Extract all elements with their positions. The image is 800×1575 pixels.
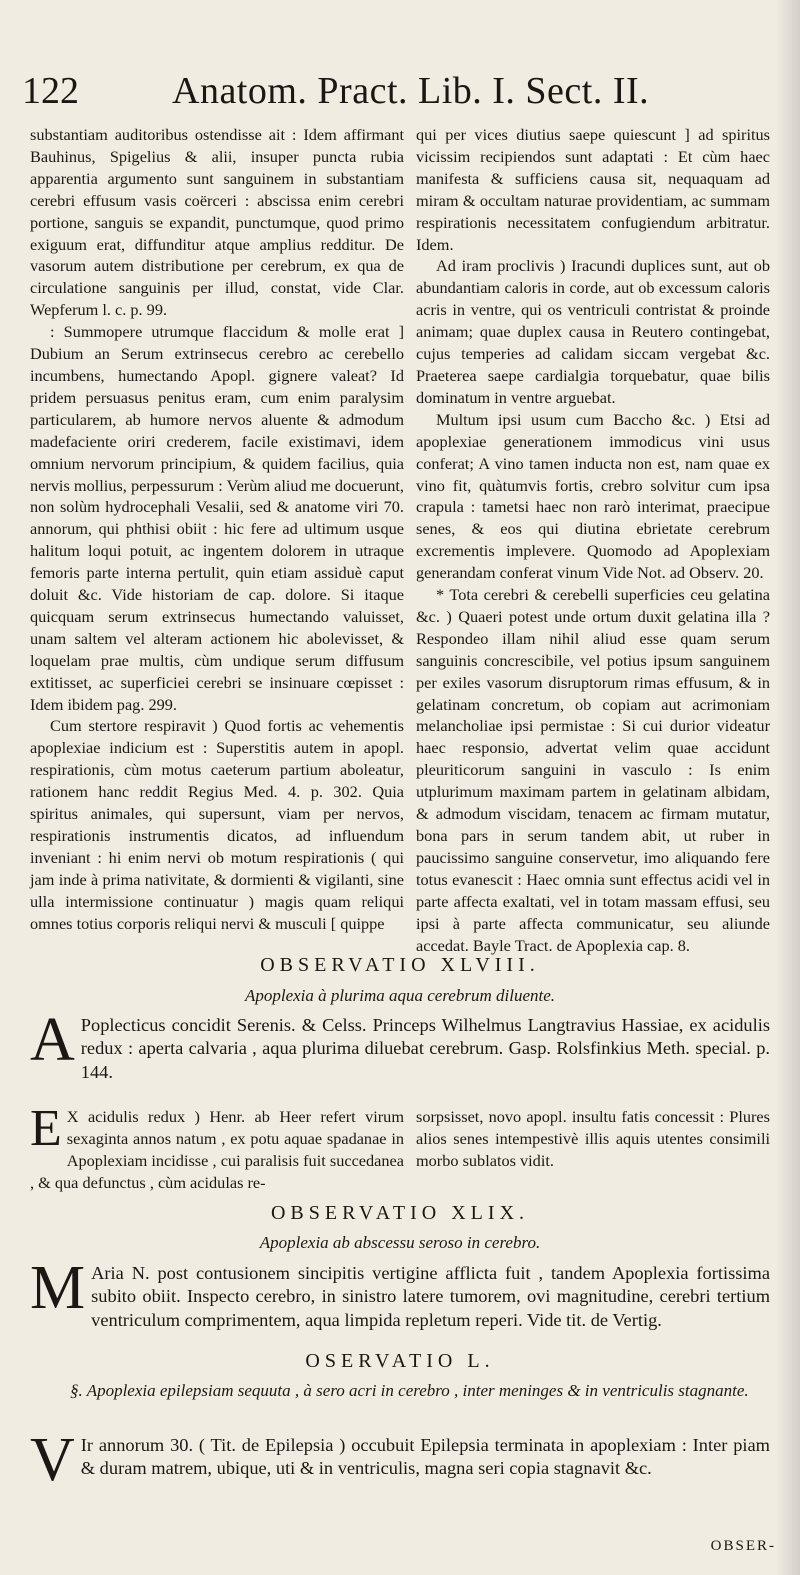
left-column <box>30 124 404 935</box>
right-paragraph-4: * Tota cerebri & cerebelli superficies ceu gelatina &c. ) Quaeri potest unde ortum duxit gelatina illa ? Respondeo illam nihil aliud esse quam serum sanguinis concrescibile, vel potius ipsum sanguinem per exiles vasorum disruptorum rimas effusum, & in gelatinam concretum, ob copiam aut acrimoniam melancholiae ipsi permistae : Si cui durior videatur haec responsio, advertat velim quae accidunt pleuriticorum sanguini in vasculo : Is enim utplurimum maximam partem in gelatinam albidam, & admodum viscidam, tenacem ac firmam mutatur, bona pars in serum tandem abit, ut ruber in paucissimo sanguine conservetur, imo aliquando fere totus evanescit : Haec omnia sunt effectus acidi vel in parte affecta exaltati, vel in totam massam effusi, seu ipsi à parte affecta communicatur, seu aliunde accedat. Bayle Tract. de Apoplexia cap. 8. <box>416 585 770 955</box>
observation-48-body <box>30 1006 770 1084</box>
page-number: 122 <box>22 70 79 112</box>
observation-49-title: OBSERVATIO XLIX. <box>270 1202 530 1224</box>
drop-cap: M <box>30 1254 86 1322</box>
observation-50-subtitle: §. Apoplexia epilepsiam sequuta , à sero acri in cerebro , inter meninges & in ventriculis stagnante. <box>70 1381 749 1400</box>
right-column <box>416 124 770 956</box>
observation-48-title: OBSERVATIO XLVIII. <box>260 954 540 976</box>
observation-48-scholion-left <box>30 1100 404 1194</box>
observation-48-scholion-right <box>416 1106 770 1172</box>
observation-49-text: Aria N. post contusionem sincipitis vertigine afflicta fuit , tandem Apoplexia fortissima subito obiit. Inspecto cerebro, in sinistro latere tumorem, ovi magnitudine, cerebri tertium ventriculum comprimentem, aqua limpida repletum reperi. Vide tit. de Vertig. <box>91 1263 770 1330</box>
observation-50-body <box>30 1426 770 1494</box>
observation-48-subtitle: Apoplexia à plurima aqua cerebrum diluente. <box>244 986 556 1005</box>
left-paragraph-2: : Summopere utrumque flaccidum & molle erat ] Dubium an Serum extrinsecus cerebro ac cerebello incumbens, humectando Apopl. gignere valeat? Id pridem persuasus penitus eram, cum enim paralysim particularem, ab humore nervos aluente & admodum madefaciente oriri crederem, facile existimavi, idem omnium nervorum principium, & quidem facilius, quia nervis mollius, perpessurum : Verùm aliud me docuerunt, non solùm hydrocephali Vesalii, sed & anatome viri 70. annorum, qui phthisi obiit : hic fere ad ultimum usque halitum loqui potuit, ac ingentem dolorem in utraque femoris parte interna pertulit, quin etiam assiduè caput doluit &c. Vide historiam de cap. dolore. Si itaque quicquam serum extrinsecus humectando valuisset, unam saltem vel alteram actionem hic abolevisset, & loquelam prae multis, cùm undique serum diffusum extitisset, ac superficiei cerebri se insinuare cœpisset : Idem ibidem pag. 299. <box>30 322 404 714</box>
observation-48-text: Poplecticus concidit Serenis. & Celss. Princeps Wilhelmus Langtravius Hassiae, ex acidulis redux : aperta calvaria , aqua plurima diluebat cerebrum. Gasp. Rolsfinkius Meth. special. p. 144. <box>80 1015 770 1082</box>
right-paragraph-2: Ad iram proclivis ) Iracundi duplices sunt, aut ob abundantiam caloris in corde, aut ob excessum caloris acris in ventre, qui os ventriculi contristat & proinde animam; quae duplex causa in Reutero contingebat, cujus temperies ad calidam siccam vergebat &c. Praeterea saepe cardialgia torquebatur, quae bilis dominatum in ventre arguebat. <box>416 256 770 407</box>
observation-49-body <box>30 1254 770 1332</box>
left-paragraph-3: Cum stertore respiravit ) Quod fortis ac vehementis apoplexiae indicium est : Superstitis autem in apopl. respirationis, cùm motus caeterum partium aboleatur, rationem hanc reddit Regius Med. 4. p. 302. Quia spiritus animales, qui supersunt, viam per nervos, respirationis instrumentis dicatos, ad influendum inveniant : hi enim nervi ob motum respirationis ( qui jam inde à prima nativitate, & dormienti & vigilanti, sine ulla intermissione continuatur ) magis quam reliqui omnes totius corporis reliqui nervi & musculi [ quippe <box>30 716 404 933</box>
drop-cap: E <box>30 1100 62 1157</box>
drop-cap: V <box>30 1426 75 1494</box>
right-paragraph-1: qui per vices diutius saepe quiescunt ] ad spiritus vicissim recipiendos sunt adaptati : Et cùm haec manifesta & sufficiens causa sit, nequaquam ad miram & occultam naturae providentiam, ac summam respirationis necessitatem confugiendum arbitratur. Idem. <box>416 125 770 254</box>
page-edge-shadow <box>776 0 800 1575</box>
observation-49-subtitle: Apoplexia ab abscessu seroso in cerebro. <box>259 1233 541 1252</box>
right-paragraph-3: Multum ipsi usum cum Baccho &c. ) Etsi ad apoplexiae generationem immodicus vini usus conferat; A vino tamen inducta non est, nam quae ex vino fit, quàtumvis fortis, crebro solvitur cum ipsa crapula : tametsi haec non rarò interimat, praecipue senes, & eos qui diutina ebrietate cerebrum excrementis implevere. Quomodo ad Apoplexiam generandam conferat vinum Vide Not. ad Observ. 20. <box>416 409 770 583</box>
catchword: OBSER- <box>710 1538 776 1554</box>
left-paragraph-1: substantiam auditoribus ostendisse ait : Idem affirmant Bauhinus, Spigelius & alii, insuper puncta rubia apparentia argumento sunt sanguinem in substantiam cerebri effusum vasis coërceri : abscissa enim cerebri portione, sanguis se expandit, punctumque, quod primo exiguum erat, diffunditur atque amplius redditur. De vasorum autem distributione per cerebrum, ex qua de circulatione sanguinis per illud, constat, vide Clar. Wepferum l. c. p. 99. <box>30 125 404 320</box>
scholion-right-text: sorpsisset, novo apopl. insultu fatis concessit : Plures alios senes intempestivè illis aquis utentes consimili morbo sublatos vidit. <box>416 1107 770 1170</box>
running-header <box>22 66 770 116</box>
running-title: Anatom. Pract. Lib. I. Sect. II. <box>172 70 650 112</box>
scholion-left-text: X acidulis redux ) Henr. ab Heer refert virum sexaginta annos natum , ex potu aquae spadanae in Apoplexiam incidisse , cui paralisis fuit succedanea , & qua defunctus , cùm acidulas re- <box>30 1107 404 1192</box>
observation-50-title: OSERVATIO L. <box>305 1350 495 1372</box>
observation-50-text: Ir annorum 30. ( Tit. de Epilepsia ) occubuit Epilepsia terminata in apoplexiam : Inter piam & duram matrem, ubique, uti & in ventriculis, magna seri copia stagnavit &c. <box>80 1435 770 1479</box>
drop-cap: A <box>30 1006 75 1074</box>
